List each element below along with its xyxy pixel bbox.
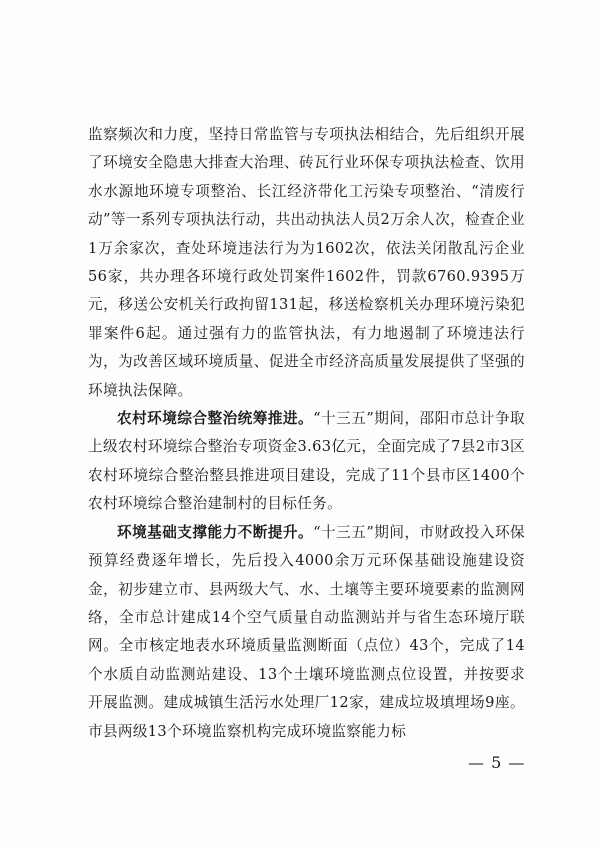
paragraph-infrastructure bbox=[88, 519, 525, 746]
paragraph-rural-environment-heading: 农村环境综合整治统筹推进。 bbox=[117, 410, 314, 428]
paragraph-infrastructure-text: “十三五”期间，市财政投入环保预算经费逐年增长，先后投入4000余万元环保基础设施建设资金，初步建立市、县两级大气、水、土壤等主要环境要素的监测网络，全市总计建成14个空气质量自动监测站并与省生态环境厅联网。全市核定地表水环境质量监测断面（点位）43个，完成了14个水质自动监测站建设、13个土壤环境监测点位设置，并按要求开展监测。建成城镇生活污水处理厂12家，建成垃圾填埋场9座。市县两级13个环境监察机构完成环境监察能力标 bbox=[88, 523, 525, 740]
paragraph-rural-environment-text: “十三五”期间，邵阳市总计争取上级农村环境综合整治专项资金3.63亿元，全面完成了7县2市3区农村环境综合整治整县推进项目建设，完成了11个县市区1400个农村环境综合整治建制村的目标任务。 bbox=[88, 410, 525, 513]
paragraph-rural-environment bbox=[88, 405, 525, 519]
body-text bbox=[88, 121, 525, 746]
paragraph-enforcement bbox=[88, 121, 525, 405]
page-number: — 5 — bbox=[468, 753, 526, 772]
paragraph-enforcement-text: 监察频次和力度，坚持日常监管与专项执法相结合，先后组织开展了环境安全隐患大排查大治理、砖瓦行业环保专项执法检查、饮用水水源地环境专项整治、长江经济带化工污染专项整治、“清废行动”等一系列专项执法行动，共出动执法人员2万余人次，检查企业1万余家次，查处环境违法行为为1602次，依法关闭散乱污企业56家，共办理各环境行政处罚案件1602件，罚款6760.9395万元，移送公安机关行政拘留131起，移送检察机关办理环境污染犯罪案件6起。通过强有力的监管执法，有力地遏制了环境违法行为，为改善区域环境质量、促进全市经济高质量发展提供了坚强的环境执法保障。 bbox=[88, 126, 525, 399]
paragraph-infrastructure-heading: 环境基础支撑能力不断提升。 bbox=[117, 523, 314, 541]
